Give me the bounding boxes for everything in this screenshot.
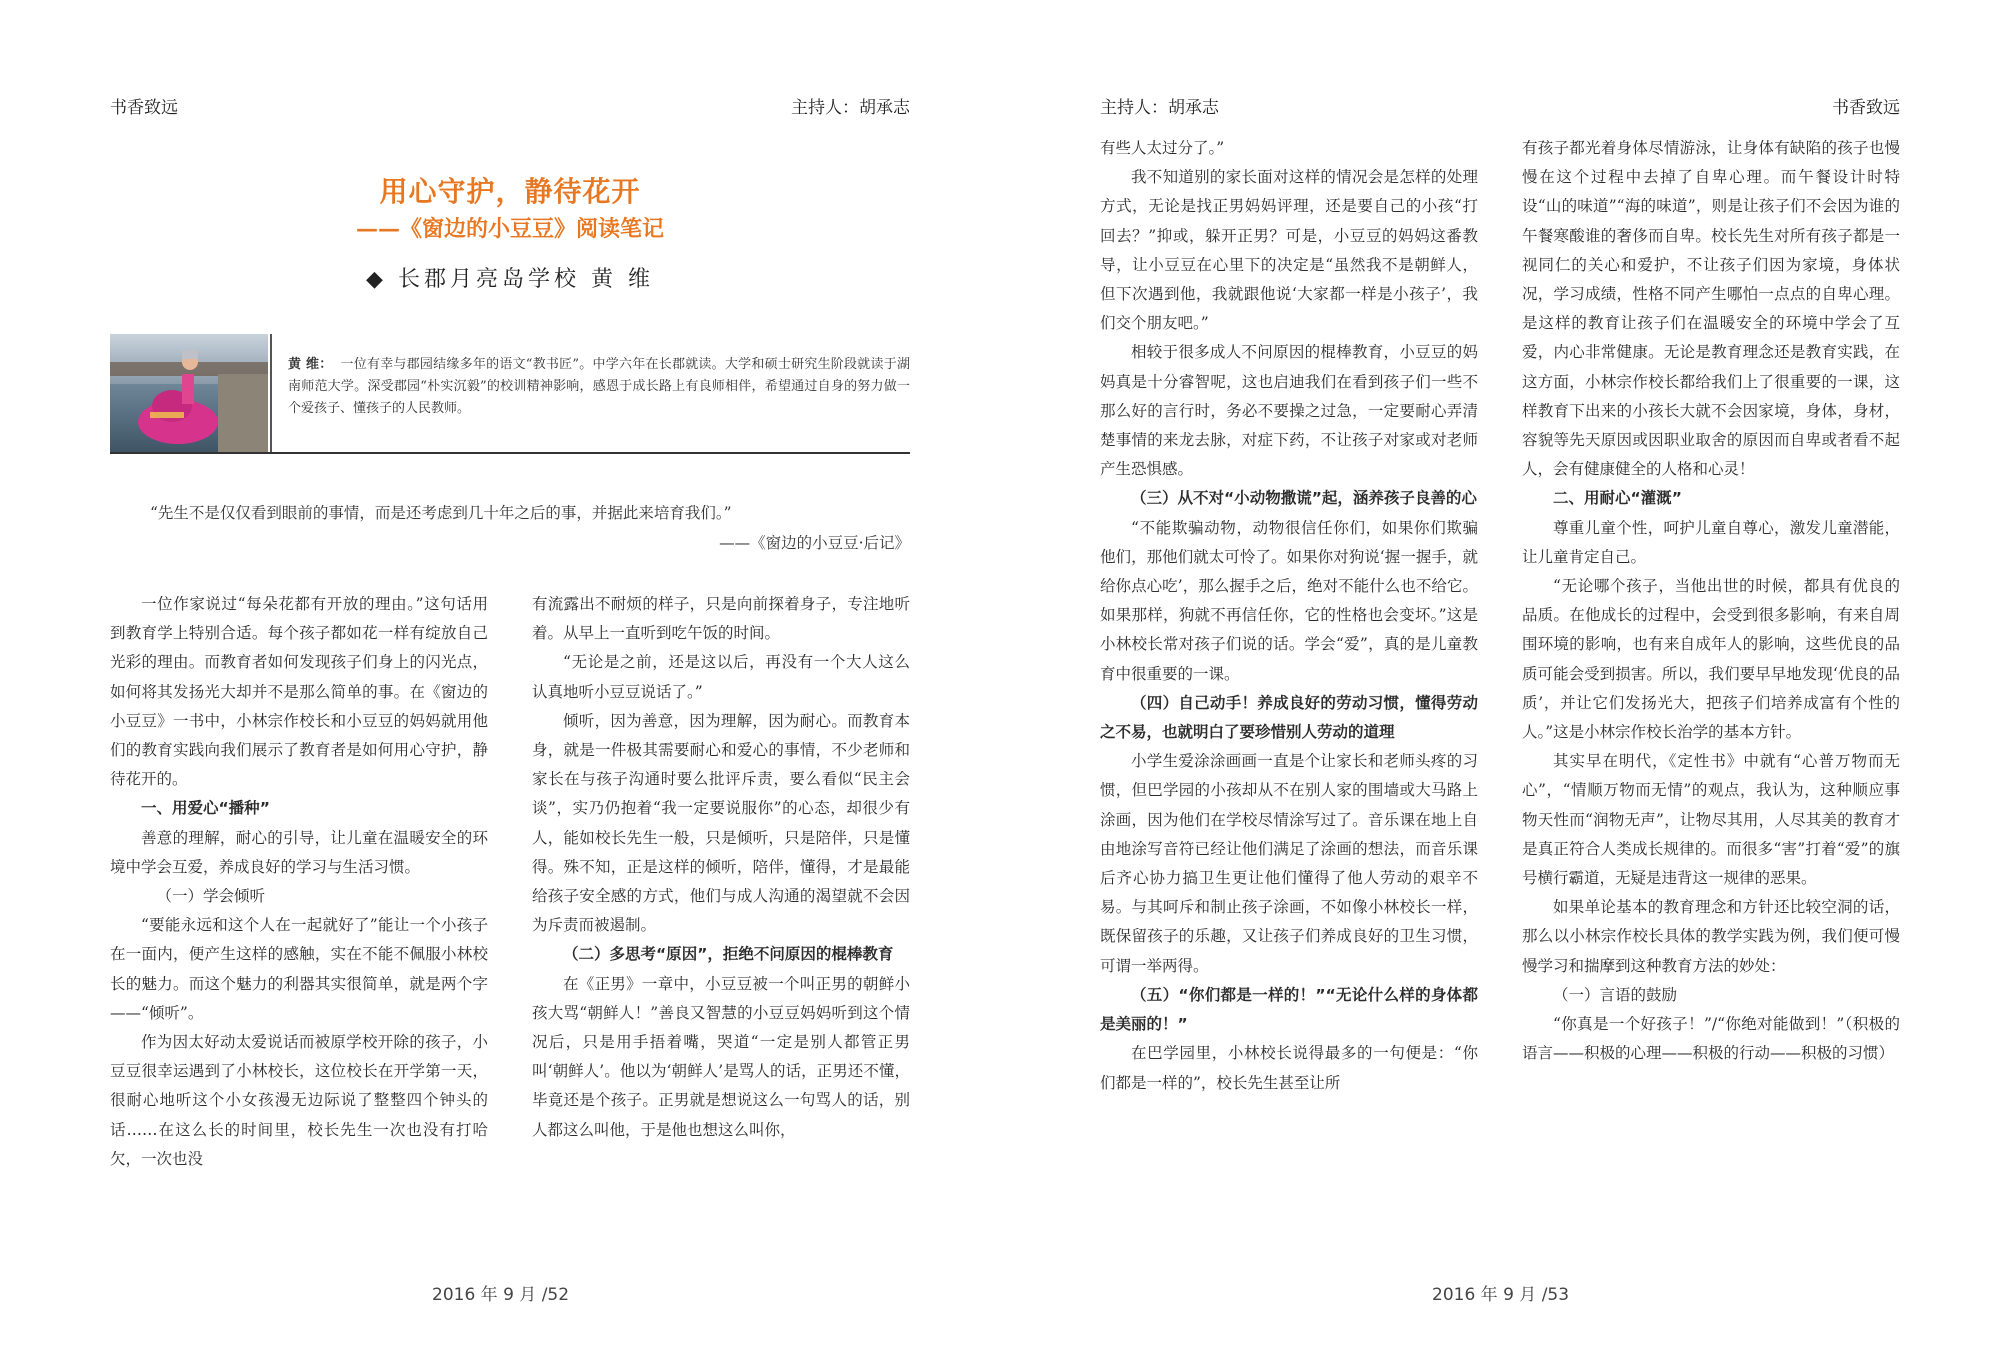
header-host-label: 主持人：胡承志 <box>1100 98 1219 118</box>
epigraph <box>150 498 910 558</box>
paragraph: 在《正男》一章中，小豆豆被一个叫正男的朝鲜小孩大骂“朝鲜人！”善良又智慧的小豆豆妈妈听到这个情况后，只是用手捂着嘴，哭道“一定是别人都管正男叫‘朝鲜人’。他以为‘朝鲜人’是骂人的话，正男还不懂，毕竟还是个孩子。正男就是想说这么一句骂人的话，别人都这么叫他，于是他也想这么叫你， <box>532 974 910 1139</box>
author-bio-box <box>110 334 910 454</box>
paragraph: 一位作家说过“每朵花都有开放的理由。”这句话用到教育学上特别合适。每个孩子都如花一样有绽放自己光彩的理由。而教育者如何发现孩子们身上的闪光点，如何将其发扬光大却并不是那么简单的事。在《窗边的小豆豆》一书中，小林宗作校长和小豆豆的妈妈就用他们的教育实践向我们展示了教育者是如何用心守护，静待花开的。 <box>110 595 488 789</box>
bio-divider <box>270 334 272 452</box>
bio-name: 黄 维： <box>288 357 333 372</box>
paragraph: “要能永远和这个人在一起就好了”能让一个小孩子在一面内，便产生这样的感触，实在不能不佩服小林校长的魅力。而这个魅力的利器其实很简单，就是两个字——“倾听”。 <box>110 916 488 1022</box>
epigraph-text: “先生不是仅仅看到眼前的事情，而是还考虑到几十年之后的事，并据此来培育我们。” <box>150 504 732 522</box>
paragraph: 有些人太过分了。” <box>1100 139 1225 157</box>
paragraph: 作为因太好动太爱说话而被原学校开除的孩子，小豆豆很幸运遇到了小林校长，这位校长在开学第一天，很耐心地听这个小女孩漫无边际说了整整四个钟头的话……在这么长的时间里，校长先生一次也没有打哈欠，一次也没 <box>110 1033 488 1168</box>
paragraph: 有孩子都光着身体尽情游泳，让身体有缺陷的孩子也慢慢在这个过程中去掉了自卑心理。而午餐设计时特设“山的味道”“海的味道”，则是让孩子们不会因为谁的午餐寒酸谁的奢侈而自卑。校长先生对所有孩子都是一视同仁的关心和爱护，不让孩子们因为家境，身体状况，学习成绩，性格不同产生哪怕一点点的自卑心理。是这样的教育让孩子们在温暖安全的环境中学会了互爱，内心非常健康。无论是教育理念还是教育实践，在这方面，小林宗作校长都给我们上了很重要的一课，这样教育下出来的小孩长大就不会因家境，身体，身材，容貌等先天原因或因职业取舍的原因而自卑或者看不起人，会有健康健全的人格和心灵！ <box>1522 139 1900 479</box>
section-heading: 二、用耐心“灌溉” <box>1553 489 1682 508</box>
article-title: 用心守护，静待花开 <box>379 175 641 208</box>
bio-text: 一位有幸与郡园结缘多年的语文“教书匠”。中学六年在长郡就读。大学和硕士研究生阶段就读于湖南师范大学。深受郡园“朴实沉毅”的校训精神影响，感恩于成长路上有良师相伴，希望通过自身的努力做一个爱孩子、懂孩子的人民教师。 <box>288 357 910 416</box>
section-heading: 一、用爱心“播种” <box>141 799 270 818</box>
subsection-heading: （三）从不对“小动物撒谎”起，涵养孩子良善的心 <box>1131 489 1477 508</box>
paragraph: 在巴学园里，小林校长说得最多的一句便是：“你们都是一样的”，校长先生甚至让所 <box>1100 1044 1478 1092</box>
paragraph: 有流露出不耐烦的样子，只是向前探着身子，专注地听着。从早上一直听到吃午饭的时间。 <box>532 595 910 643</box>
subsection-heading: （四）自己动手！养成良好的劳动习惯，懂得劳动之不易，也就明白了要珍惜别人劳动的道理 <box>1100 693 1478 742</box>
right-column-1 <box>1100 134 1478 1098</box>
paragraph: “无论哪个孩子，当他出世的时候，都具有优良的品质。在他成长的过程中，会受到很多影响，有来自周围环境的影响，也有来自成年人的影响，这些优良的品质可能会受到损害。所以，我们要早早地发现‘优良的品质’，并让它们发扬光大，把孩子们培养成富有个性的人。”这是小林宗作校长治学的基本方针。 <box>1522 577 1900 742</box>
paragraph: 善意的理解，耐心的引导，让儿童在温暖安全的环境中学会互爱，养成良好的学习与生活习惯。 <box>110 828 488 876</box>
author-photo-icon <box>110 334 268 452</box>
paragraph: “无论是之前，还是这以后，再没有一个大人这么认真地听小豆豆说话了。” <box>532 653 910 701</box>
header-section-label: 书香致远 <box>110 98 178 118</box>
author-bio <box>288 354 910 420</box>
paragraph: 倾听，因为善意，因为理解，因为耐心。而教育本身，就是一件极其需要耐心和爱心的事情，不少老师和家长在与孩子沟通时要么批评斥责，要么看似“民主会谈”，实乃仍抱着“我一定要说服你”的心态，却很少有人，能如校长先生一般，只是倾听，只是陪伴，只是懂得。殊不知，正是这样的倾听，陪伴，懂得，才是最能给孩子安全感的方式，他们与成人沟通的渴望就不会因为斥责而被遏制。 <box>532 711 910 935</box>
header-host-label: 主持人：胡承志 <box>791 98 910 118</box>
paragraph: “不能欺骗动物，动物很信任你们，如果你们欺骗他们，那他们就太可怜了。如果你对狗说‘握一握手，就给你点心吃’，那么握手之后，绝对不能什么也不给它。如果那样，狗就不再信任你，它的性格也会变坏。”这是小林校长常对孩子们说的话。学会“爱”，真的是儿童教育中很重要的一课。 <box>1100 518 1478 683</box>
paragraph: 尊重儿童个性，呵护儿童自尊心，激发儿童潜能，让儿童肯定自己。 <box>1522 518 1900 566</box>
article-subtitle: ——《窗边的小豆豆》阅读笔记 <box>355 216 664 242</box>
subsection-heading: （五）“你们都是一样的！”“无论什么样的身体都是美丽的！” <box>1100 985 1478 1034</box>
right-column-2 <box>1522 134 1900 1069</box>
page-number: 2016 年 9 月 /52 <box>432 1285 570 1305</box>
header-section-label: 书香致远 <box>1832 98 1900 118</box>
left-column-2 <box>532 590 910 1145</box>
epigraph-source: ——《窗边的小豆豆·后记》 <box>719 534 910 552</box>
author-photo <box>110 334 268 452</box>
subsection-heading: （二）多思考“原因”，拒绝不问原因的棍棒教育 <box>563 945 894 964</box>
left-column-1 <box>110 590 488 1174</box>
article-author: ◆ 长郡月亮岛学校 黄 维 <box>366 267 654 292</box>
subsection-heading: （一）言语的鼓励 <box>1553 985 1678 1004</box>
paragraph: 相较于很多成人不问原因的棍棒教育，小豆豆的妈妈真是十分睿智呢，这也启迪我们在看到孩子们一些不那么好的言行时，务必不要操之过急，一定要耐心弄清楚事情的来龙去脉，对症下药，不让孩子对家或对老师产生恐惧感。 <box>1100 343 1478 479</box>
page-number: 2016 年 9 月 /53 <box>1432 1285 1570 1305</box>
paragraph: 我不知道别的家长面对这样的情况会是怎样的处理方式，无论是找正男妈妈评理，还是要自己的小孩“打回去？”抑或，躲开正男？可是，小豆豆的妈妈这番教导，让小豆豆在心里下的决定是“虽然我不是朝鲜人，但下次遇到他，我就跟他说‘大家都一样是小孩子’，我们交个朋友吧。” <box>1100 168 1478 333</box>
paragraph: 如果单论基本的教育理念和方针还比较空洞的话，那么以小林宗作校长具体的教学实践为例，我们便可慢慢学习和揣摩到这种教育方法的妙处： <box>1522 898 1900 975</box>
right-page <box>1000 0 2000 1366</box>
paragraph: 小学生爱涂涂画画一直是个让家长和老师头疼的习惯，但巴学园的小孩却从不在别人家的围墙或大马路上涂画，因为他们在学校尽情涂写过了。音乐课在地上自由地涂写音符已经让他们满足了涂画的想法，而音乐课后齐心协力搞卫生更让他们懂得了他人劳动的艰辛不易。与其呵斥和制止孩子涂画，不如像小林校长一样，既保留孩子的乐趣，又让孩子们养成良好的卫生习惯，可谓一举两得。 <box>1100 752 1478 975</box>
paragraph: 其实早在明代，《定性书》中就有“心普万物而无心”，“情顺万物而无情”的观点，我认为，这种顺应事物天性而“润物无声”，让物尽其用，人尽其美的教育才是真正符合人类成长规律的。而很多“害”打着“爱”的旗号横行霸道，无疑是违背这一规律的恶果。 <box>1522 752 1900 888</box>
paragraph: “你真是一个好孩子！”/“你绝对能做到！”（积极的语言——积极的心理——积极的行动——积极的习惯） <box>1522 1015 1900 1063</box>
subsection-heading: （一）学会倾听 <box>156 887 266 906</box>
